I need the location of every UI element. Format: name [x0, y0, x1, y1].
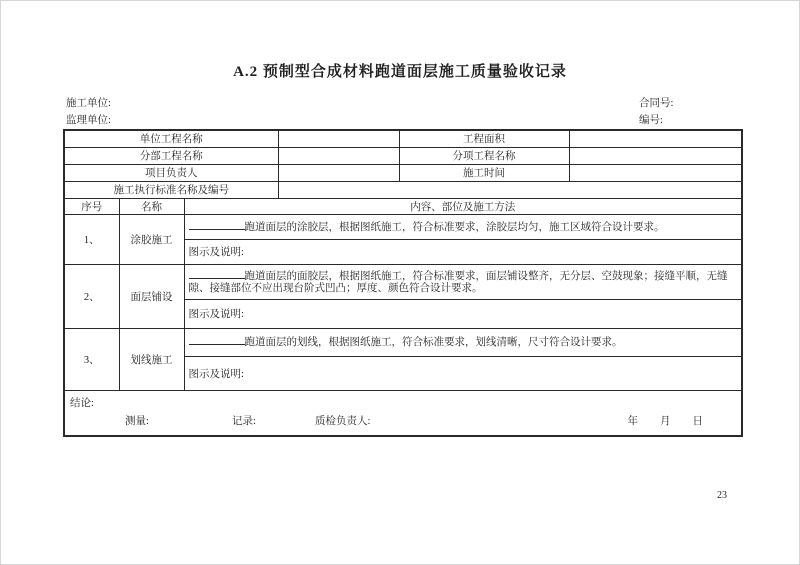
page-number: 23: [717, 490, 727, 501]
date-fields: [628, 413, 704, 428]
item-1-description-text: 跑道面层的涂胶层，根据图纸施工，符合标准要求，涂胶层均匀，施工区域符合设计要求。: [244, 221, 665, 233]
meta-left: [66, 95, 111, 129]
conclusion-row: [64, 390, 742, 436]
unit-project-name-label: 单位工程名称: [64, 130, 278, 147]
unit-project-name-value: [278, 130, 399, 147]
item-3-diagram-label: 图示及说明:: [184, 356, 742, 390]
measure-label: 测量:: [125, 415, 149, 427]
construction-unit-label: 施工单位:: [66, 98, 111, 109]
col-header-no: 序号: [64, 198, 119, 214]
division-project-name-value: [278, 147, 399, 164]
item-1-diagram-label: 图示及说明:: [184, 239, 742, 264]
item-1-fill-in-blank: [189, 219, 245, 230]
col-header-name: 名称: [119, 198, 184, 214]
item-2-description-text: 跑道面层的面胶层，根据图纸施工，符合标准要求，面层铺设整齐，无分层、空鼓现象；接缝平顺，无缝隙、接缝部位不应出现台阶式凹凸；厚度、颜色符合设计要求。: [188, 270, 728, 294]
conclusion-cell: [64, 390, 742, 436]
date-year-label: 年: [627, 415, 639, 427]
contract-no-label: 合同号:: [639, 98, 674, 109]
item-1-name: 涂胶施工: [119, 214, 184, 264]
item-3-description-text: 跑道面层的划线，根据图纸施工，符合标准要求，划线清晰，尺寸符合设计要求。: [244, 337, 623, 349]
item-2-no: 2、: [64, 264, 119, 328]
col-header-content: 内容、部位及施工方法: [184, 198, 742, 214]
item-3-name: 划线施工: [119, 328, 184, 390]
date-day-label: 日: [692, 415, 704, 427]
item-1-description: [184, 214, 742, 239]
division-project-name-label: 分部工程名称: [64, 147, 278, 164]
item-2-diagram-label: 图示及说明:: [184, 299, 742, 328]
project-leader-value: [278, 164, 399, 181]
standard-row: [64, 181, 742, 198]
supervision-unit-label: 监理单位:: [66, 115, 111, 126]
item-1-no: 1、: [64, 214, 119, 264]
sub-project-name-label: 分项工程名称: [399, 147, 569, 164]
conclusion-label: 结论:: [70, 397, 94, 409]
record-label: 记录:: [232, 415, 256, 427]
qc-leader-label: 质检负责人:: [315, 415, 371, 427]
item-row-3-description: [64, 328, 742, 356]
meta-right: [639, 95, 673, 129]
project-leader-label: 项目负责人: [64, 164, 278, 181]
item-2-name: 面层铺设: [119, 264, 184, 328]
construction-time-value: [569, 164, 742, 181]
items-header-row: [64, 198, 742, 214]
item-2-description: [184, 264, 742, 299]
item-3-fill-in-blank: [189, 334, 245, 345]
item-3-description: [184, 328, 742, 356]
info-row-2: [64, 147, 742, 164]
info-row-1: [64, 130, 742, 147]
project-area-value: [569, 130, 742, 147]
item-row-2-description: [64, 264, 742, 299]
doc-no-label: 编号:: [639, 115, 663, 126]
construction-time-label: 施工时间: [399, 164, 569, 181]
info-row-3: [64, 164, 742, 181]
standard-name-label: 施工执行标准名称及编号: [64, 181, 278, 198]
page-title: A.2 预制型合成材料跑道面层施工质量验收记录: [233, 64, 567, 80]
sub-project-name-value: [569, 147, 742, 164]
item-2-fill-in-blank: [189, 268, 245, 279]
project-area-label: 工程面积: [399, 130, 569, 147]
standard-name-value: [278, 181, 742, 198]
item-row-1-description: [64, 214, 742, 239]
acceptance-record-table: [63, 129, 743, 437]
item-3-no: 3、: [64, 328, 119, 390]
date-month-label: 月: [660, 415, 671, 427]
